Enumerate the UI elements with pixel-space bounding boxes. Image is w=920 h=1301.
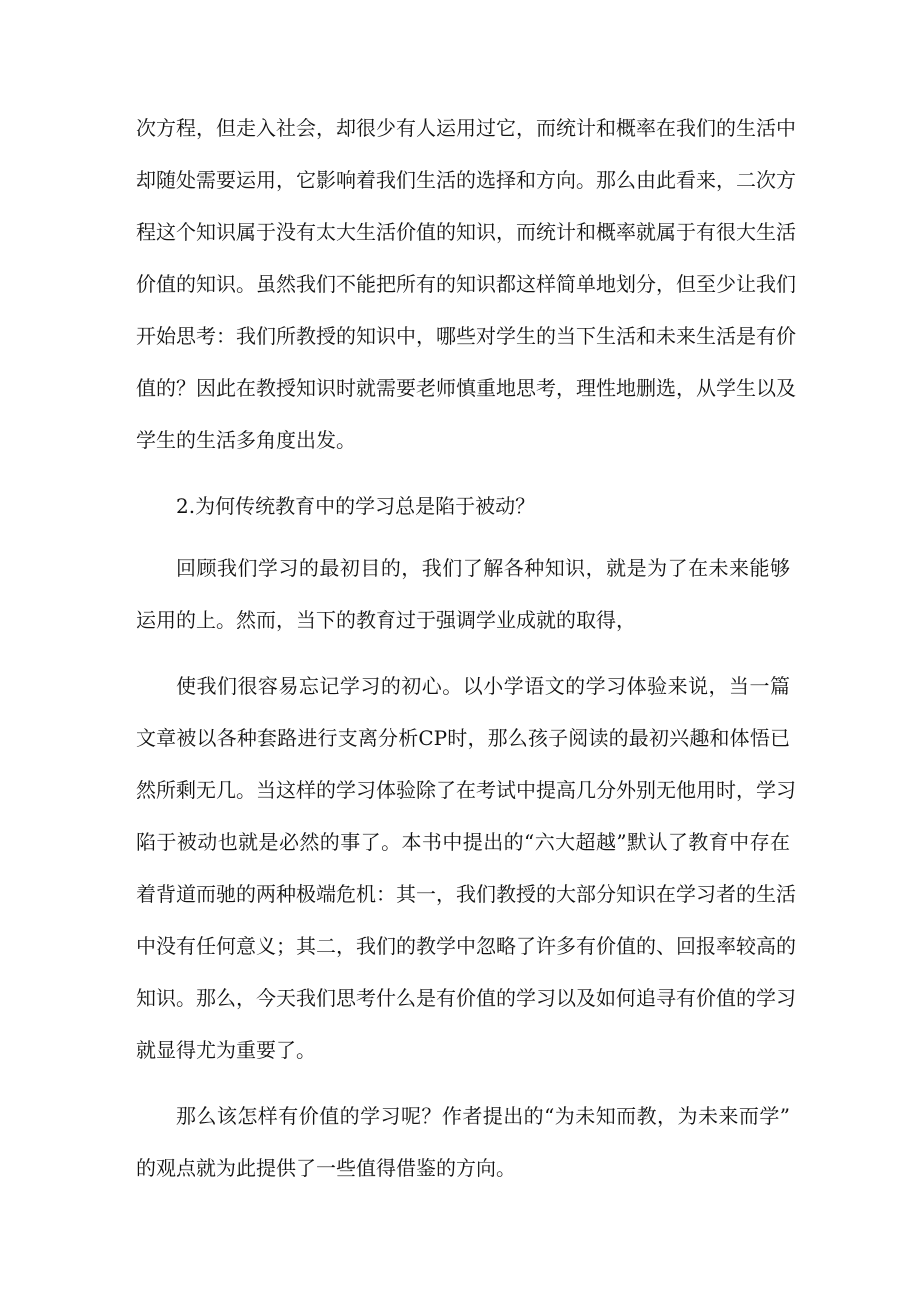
text-line: 程这个知识属于没有太大生活价值的知识，而统计和概率就属于有很大生活: [136, 220, 796, 244]
text-line: 然所剩无几。当这样的学习体验除了在考试中提高几分外别无他用时，学习: [136, 778, 796, 802]
text-line: 就显得尤为重要了。: [136, 1038, 316, 1062]
text-line: 使我们很容易忘记学习的初心。以小学语文的学习体验来说，当一篇: [176, 674, 790, 698]
text-line: 价值的知识。虽然我们不能把所有的知识都这样简单地划分，但至少让我们: [136, 272, 796, 296]
text-line: 陷于被动也就是必然的事了。本书中提出的“六大超越”默认了教育中存在: [136, 830, 790, 854]
text-line: 着背道而驰的两种极端危机：其一，我们教授的大部分知识在学习者的生活: [136, 882, 796, 906]
text-line: 却随处需要运用，它影响着我们生活的选择和方向。那么由此看来，二次方: [136, 168, 796, 192]
text-line: 次方程，但走入社会，却很少有人运用过它，而统计和概率在我们的生活中: [136, 116, 796, 140]
text-line: 开始思考：我们所教授的知识中，哪些对学生的当下生活和未来生活是有价: [136, 324, 796, 348]
text-line: 运用的上。然而，当下的教育过于强调学业成就的取得，: [136, 608, 636, 632]
section-heading: 2.为何传统教育中的学习总是陷于被动？: [176, 494, 536, 518]
text-line: 的观点就为此提供了一些值得借鉴的方向。: [136, 1156, 516, 1180]
text-line: 回顾我们学习的最初目的，我们了解各种知识，就是为了在未来能够: [176, 556, 790, 580]
text-line: 文章被以各种套路进行支离分析CP时，那么孩子阅读的最初兴趣和体悟已: [136, 726, 790, 750]
text-line: 那么该怎样有价值的学习呢？作者提出的“为未知而教，为未来而学”: [176, 1104, 790, 1128]
text-line: 值的？因此在教授知识时就需要老师慎重地思考，理性地删选，从学生以及: [136, 376, 796, 400]
text-line: 知识。那么，今天我们思考什么是有价值的学习以及如何追寻有价值的学习: [136, 986, 796, 1010]
text-line: 学生的生活多角度出发。: [136, 428, 356, 452]
text-line: 中没有任何意义；其二，我们的教学中忽略了许多有价值的、回报率较高的: [136, 934, 796, 958]
